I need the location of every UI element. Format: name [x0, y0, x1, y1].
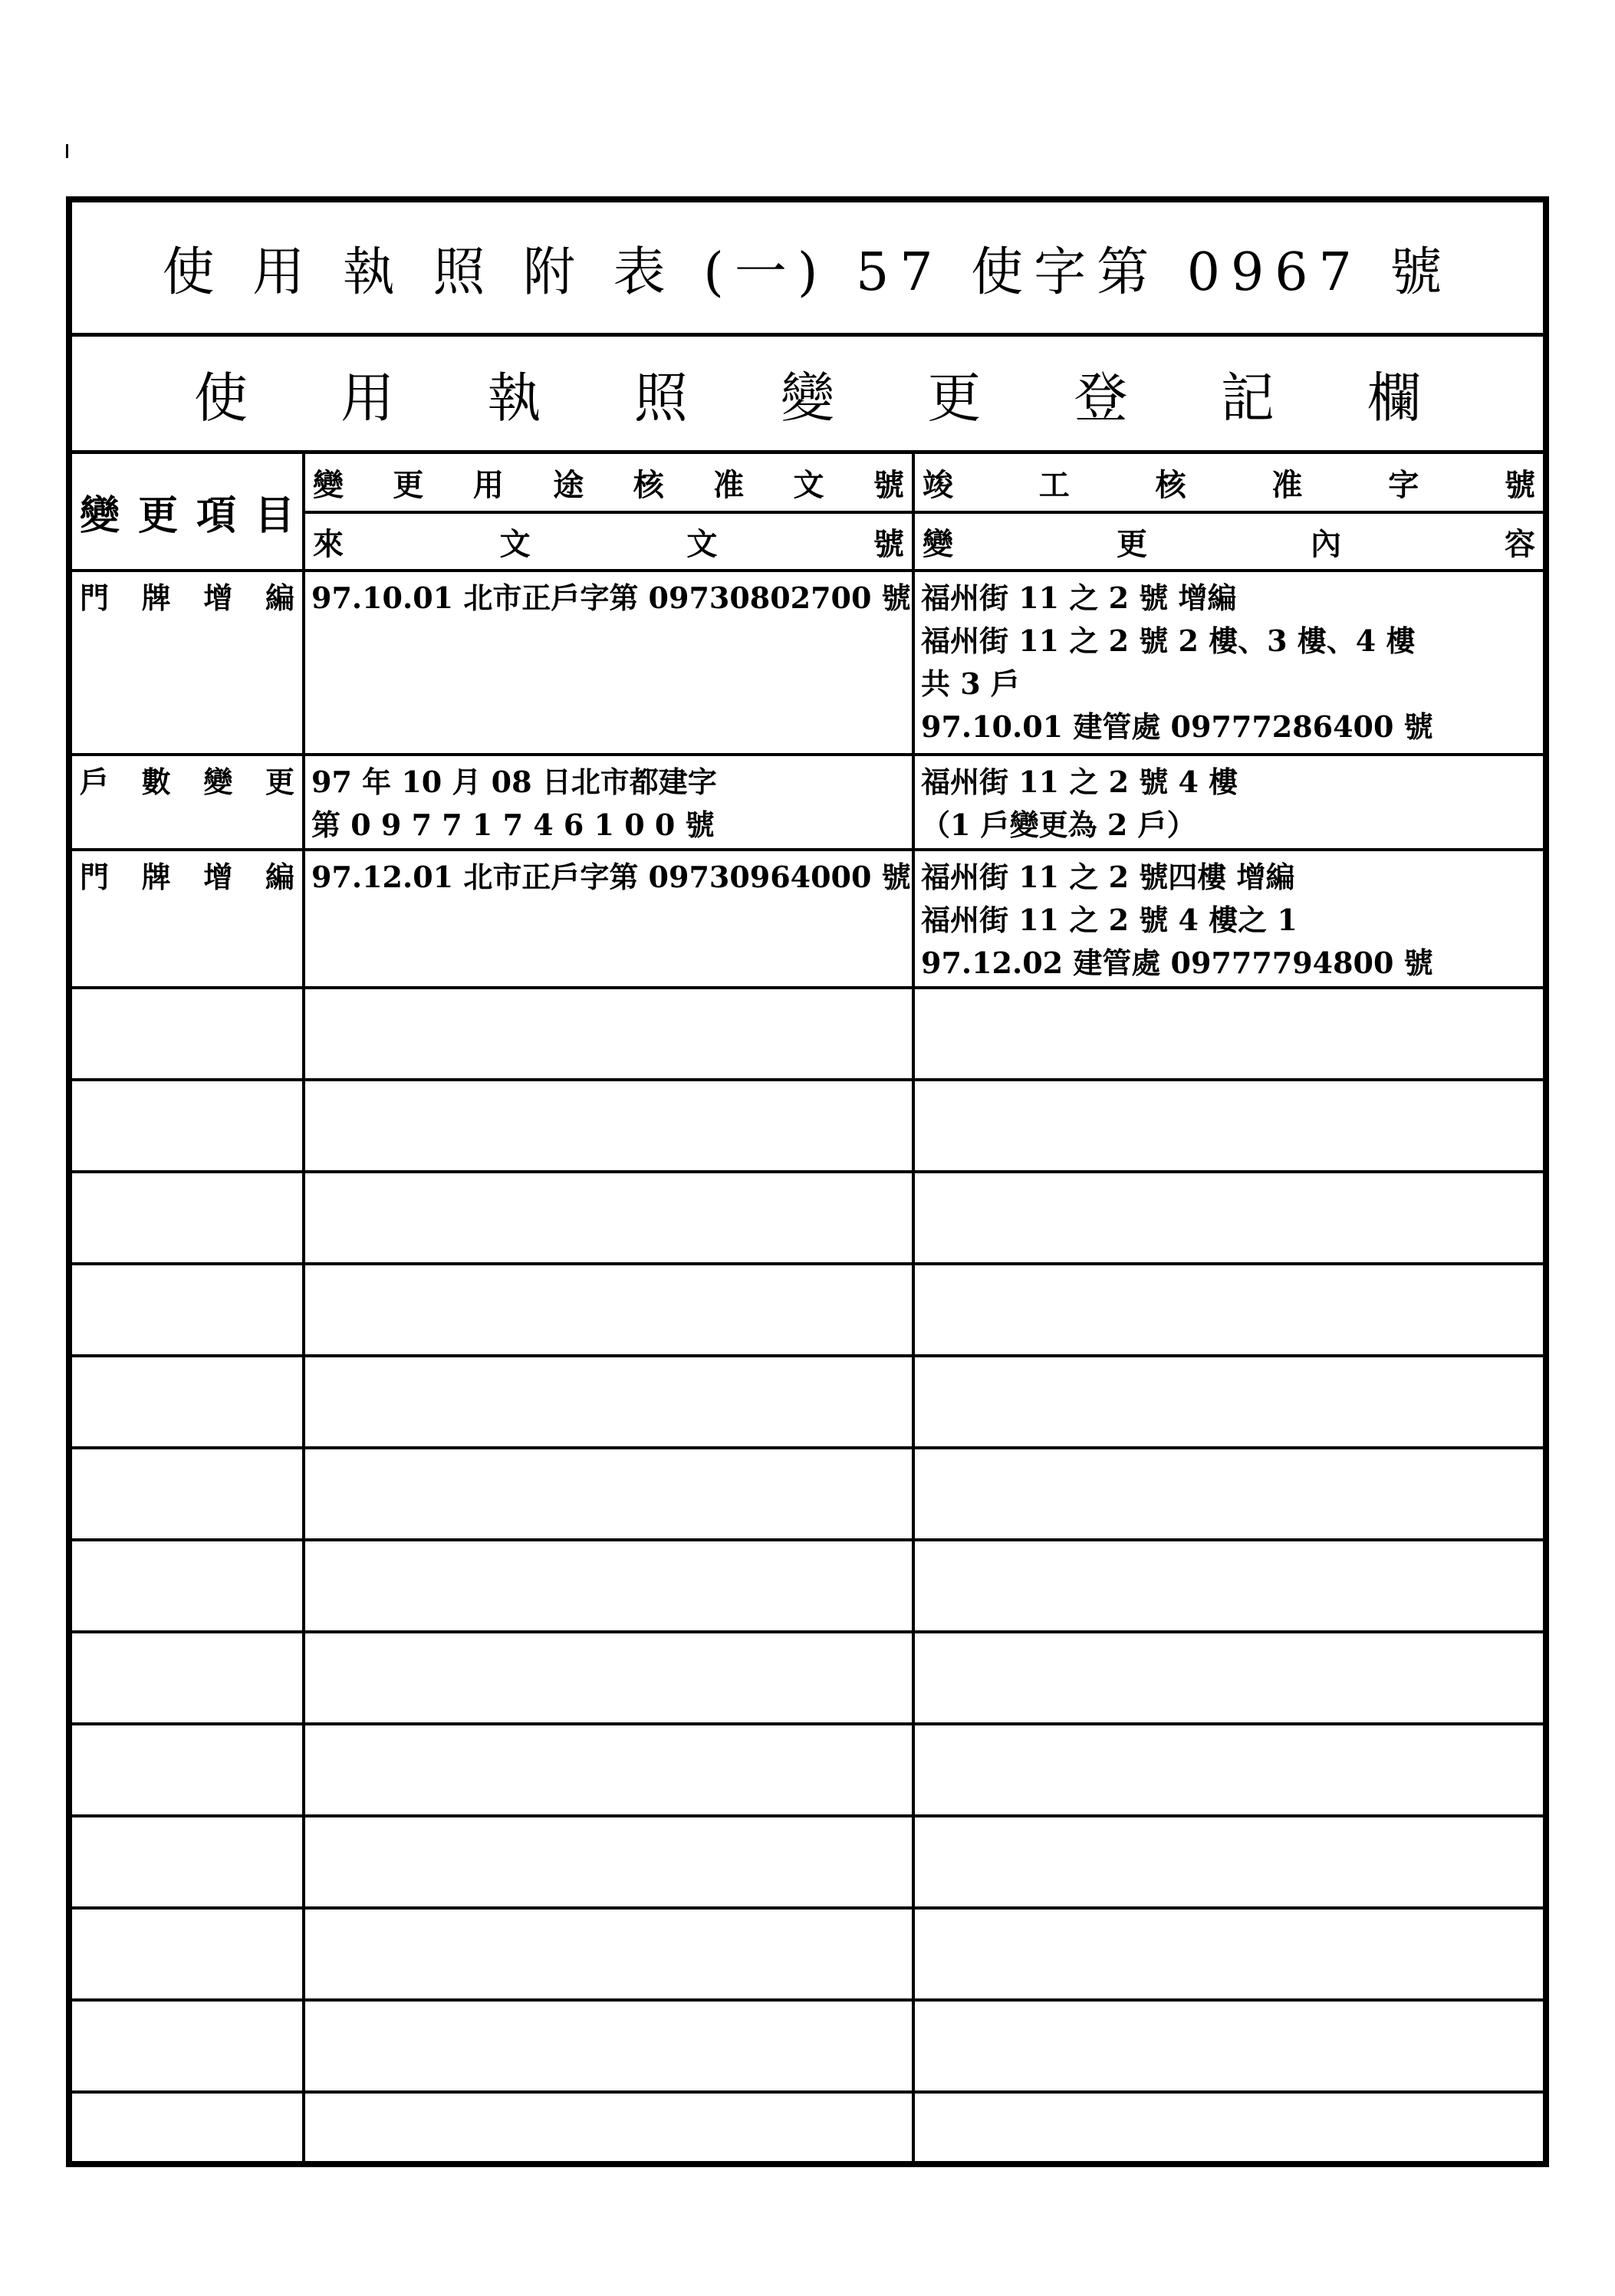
row-divider — [72, 1722, 1543, 1725]
char: 來 — [313, 525, 344, 562]
char: 門 — [80, 860, 110, 894]
row-divider — [72, 1814, 1543, 1817]
section-title-text — [194, 355, 1421, 433]
char: 更 — [1117, 525, 1147, 562]
document-line: 97.12.01 北市正戶字第 09730964000 號 — [311, 860, 911, 894]
header-change-content — [915, 514, 1543, 569]
section-title-char: 使 — [194, 366, 248, 429]
header-approval-no — [305, 454, 912, 511]
char: 文 — [686, 525, 718, 562]
section-title-char: 登 — [1074, 366, 1128, 429]
column-divider — [302, 454, 305, 2161]
row-change-content — [916, 756, 1541, 848]
char: 牌 — [141, 860, 171, 894]
content-line: 福州街 11 之 2 號四樓 增編 — [921, 860, 1295, 894]
section-title-char: 更 — [927, 366, 982, 429]
char: 增 — [203, 581, 233, 615]
row-document-no — [307, 572, 910, 753]
content-line: 97.10.01 建管處 09777286400 號 — [921, 709, 1433, 744]
char: 目 — [254, 492, 294, 539]
row-divider — [72, 1354, 1543, 1357]
content-line: 福州街 11 之 2 號 4 樓之 1 — [921, 903, 1298, 937]
char: 號 — [1504, 466, 1535, 503]
section-title — [72, 337, 1543, 454]
document-line: 第 0 9 7 7 1 7 4 6 1 0 0 號 — [311, 808, 715, 842]
header-change-item — [72, 454, 302, 569]
content-line: 共 3 戶 — [921, 666, 1020, 701]
row-item — [72, 851, 302, 986]
section-title-char: 執 — [487, 366, 541, 429]
char: 內 — [1311, 525, 1341, 562]
row-divider — [72, 2090, 1543, 2094]
char: 核 — [633, 466, 664, 503]
char: 文 — [499, 525, 531, 562]
char: 變 — [203, 765, 233, 799]
char: 戶 — [80, 765, 110, 799]
row-divider — [72, 1446, 1543, 1449]
header-incoming-no — [305, 514, 912, 569]
char: 變 — [80, 492, 120, 539]
content-line: 福州街 11 之 2 號 2 樓、3 樓、4 樓 — [921, 623, 1416, 658]
char: 增 — [203, 860, 233, 894]
section-title-char: 用 — [340, 366, 395, 429]
char: 容 — [1505, 525, 1535, 562]
char: 工 — [1038, 466, 1070, 503]
char: 號 — [873, 466, 904, 503]
page-title: 使 用 執 照 附 表 (一) 57 使字第 0967 號 — [72, 202, 1543, 337]
row-divider — [72, 1262, 1543, 1265]
content-line: 福州街 11 之 2 號 4 樓 — [921, 765, 1238, 799]
license-table — [66, 196, 1549, 2167]
row-change-content — [916, 851, 1541, 986]
char: 項 — [196, 492, 236, 539]
char: 途 — [553, 466, 584, 503]
header-completion-no — [915, 454, 1543, 511]
row-divider — [72, 1170, 1543, 1173]
row-document-no — [307, 756, 910, 848]
content-line: （1 戶變更為 2 戶） — [921, 808, 1196, 842]
row-change-content — [916, 572, 1541, 753]
char: 數 — [141, 765, 171, 799]
row-divider — [72, 1538, 1543, 1541]
char: 號 — [873, 525, 904, 562]
section-title-char: 欄 — [1367, 366, 1421, 429]
section-title-char: 記 — [1220, 366, 1275, 429]
content-line: 福州街 11 之 2 號 增編 — [921, 581, 1237, 615]
char: 變 — [923, 525, 953, 562]
char: 變 — [313, 466, 344, 503]
register-grid — [72, 454, 1543, 2161]
char: 准 — [713, 466, 745, 503]
char: 字 — [1388, 466, 1419, 503]
column-divider — [912, 454, 915, 2161]
document-line: 97 年 10 月 08 日北市都建字 — [311, 765, 717, 799]
row-divider — [72, 1998, 1543, 2002]
row-item — [72, 572, 302, 753]
char: 更 — [137, 492, 178, 539]
row-divider — [72, 986, 1543, 989]
char: 牌 — [141, 581, 171, 615]
row-divider — [72, 1078, 1543, 1081]
document-line: 97.10.01 北市正戶字第 09730802700 號 — [311, 581, 911, 615]
char: 竣 — [923, 466, 953, 503]
char: 文 — [793, 466, 824, 503]
char: 准 — [1271, 466, 1303, 503]
row-item — [72, 756, 302, 848]
content-line: 97.12.02 建管處 09777794800 號 — [921, 946, 1433, 980]
scan-mark — [66, 144, 68, 158]
char: 門 — [80, 581, 110, 615]
char: 更 — [393, 466, 424, 503]
char: 編 — [265, 581, 294, 615]
char: 核 — [1155, 466, 1186, 503]
section-title-char: 變 — [781, 366, 834, 429]
char: 編 — [265, 860, 294, 894]
char: 用 — [472, 466, 504, 503]
row-divider — [72, 1630, 1543, 1633]
char: 更 — [265, 765, 294, 799]
row-document-no — [307, 851, 910, 986]
section-title-char: 照 — [633, 366, 688, 429]
row-divider — [72, 1906, 1543, 1909]
